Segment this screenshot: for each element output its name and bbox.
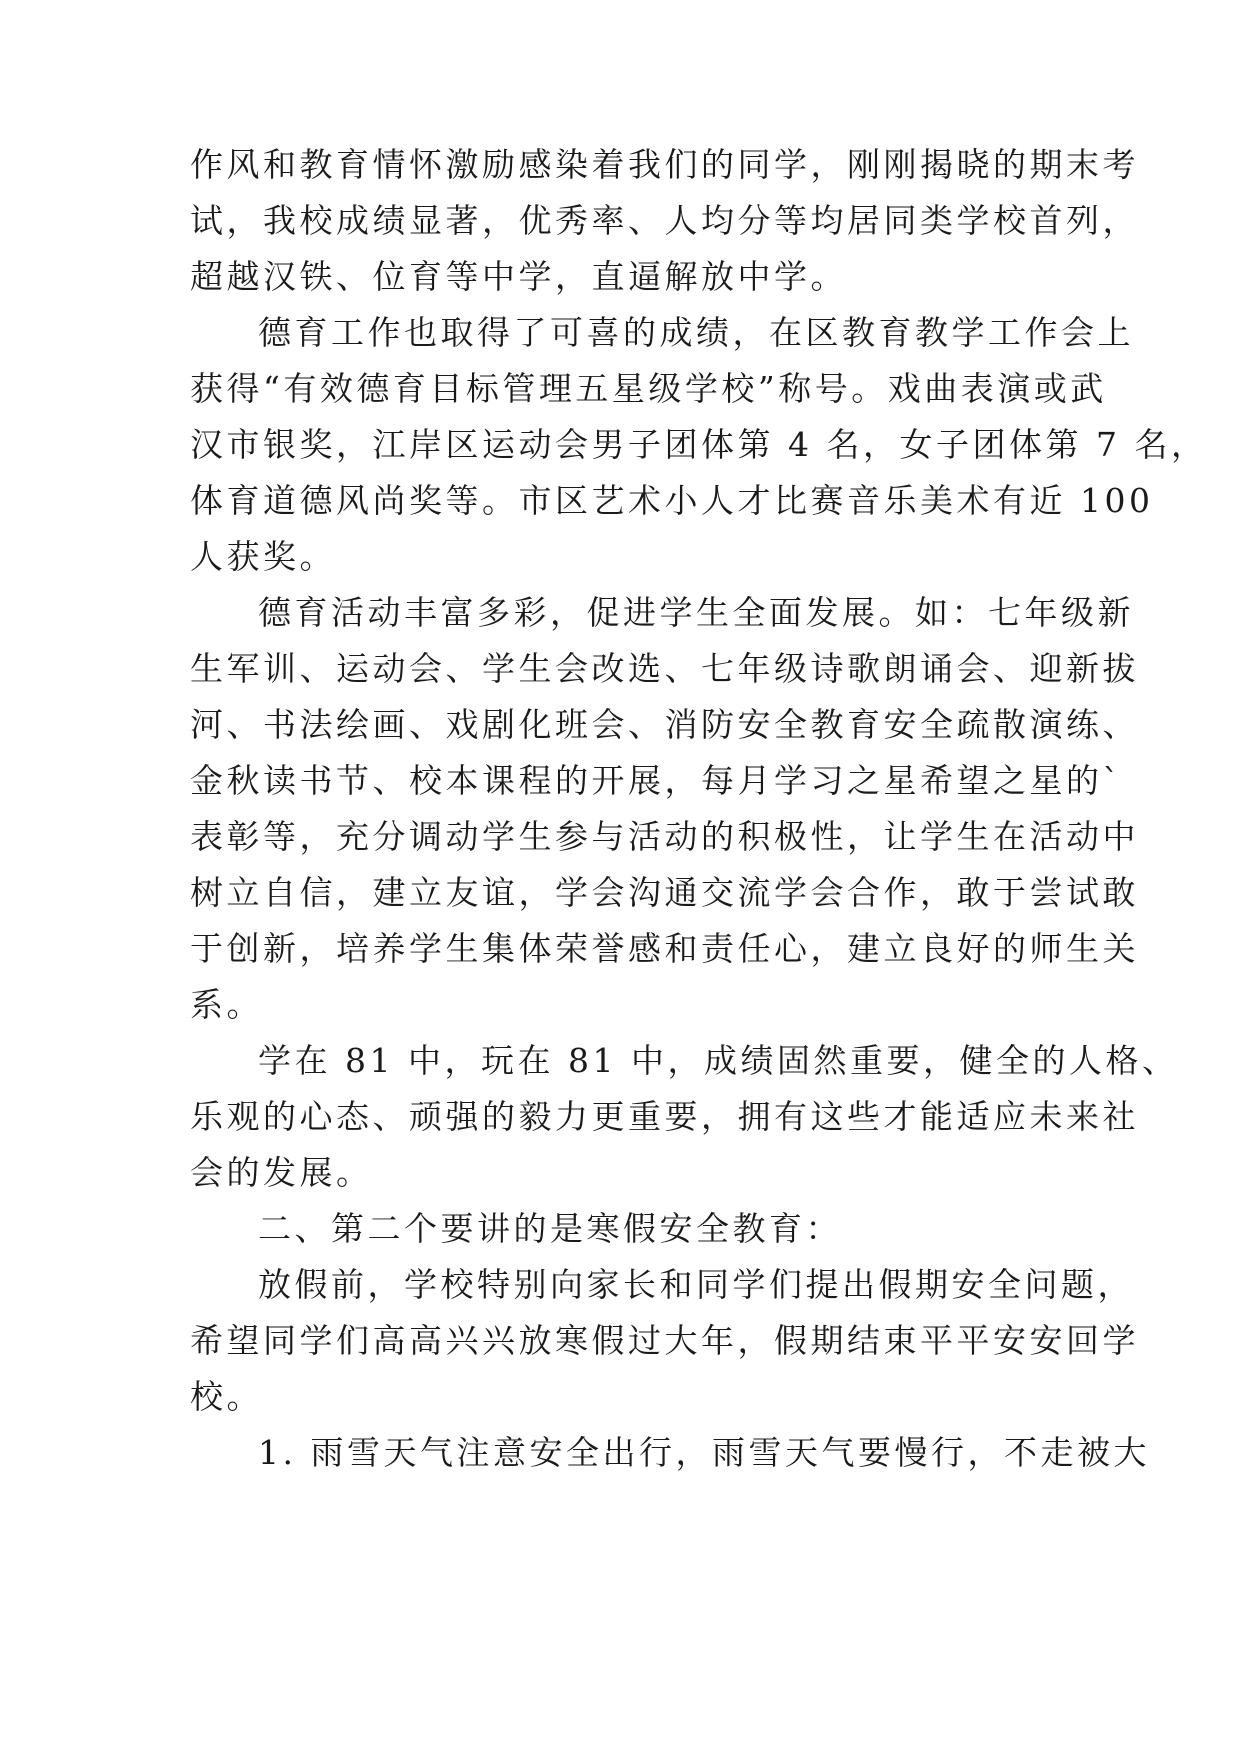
text-line: 校。 (190, 1377, 263, 1416)
text-line: 学在 81 中，玩在 81 中，成绩固然重要，健全的人格、 (258, 1041, 1179, 1080)
section-heading: 二、第二个要讲的是寒假安全教育： (258, 1209, 842, 1248)
text-line: 河、书法绘画、戏剧化班会、消防安全教育安全疏散演练、 (190, 705, 1139, 744)
text-line: 生军训、运动会、学生会改选、七年级诗歌朗诵会、迎新拔 (190, 649, 1139, 688)
text-line: 德育活动丰富多彩，促进学生全面发展。如：七年级新 (258, 593, 1134, 632)
text-line: 体育道德风尚奖等。市区艺术小人才比赛音乐美术有近 100 (190, 481, 1154, 520)
text-line: 作风和教育情怀激励感染着我们的同学，刚刚揭晓的期末考 (190, 145, 1139, 184)
text-line: 试，我校成绩显著，优秀率、人均分等均居同类学校首列， (190, 201, 1139, 240)
list-item-text: 1. 雨雪天气注意安全出行，雨雪天气要慢行，不走被大 (258, 1433, 1150, 1472)
text-line: 树立自信，建立友谊，学会沟通交流学会合作，敢于尝试敢 (190, 873, 1139, 912)
text-line: 汉市银奖，江岸区运动会男子团体第 4 名，女子团体第 7 名， (190, 425, 1208, 464)
text-line: 金秋读书节、校本课程的开展，每月学习之星希望之星的` (190, 761, 1123, 800)
text-line: 乐观的心态、顽强的毅力更重要，拥有这些才能适应未来社 (190, 1097, 1139, 1136)
text-line: 放假前，学校特别向家长和同学们提出假期安全问题， (258, 1265, 1134, 1304)
text-line: 表彰等，充分调动学生参与活动的积极性，让学生在活动中 (190, 817, 1139, 856)
text-line: 系。 (190, 985, 263, 1024)
text-line: 人获奖。 (190, 537, 336, 576)
text-line: 会的发展。 (190, 1153, 373, 1192)
text-line: 超越汉铁、位育等中学，直逼解放中学。 (190, 257, 847, 296)
text-line: 获得“有效德育目标管理五星级学校”称号。戏曲表演或武 (190, 369, 1107, 408)
text-line: 于创新，培养学生集体荣誉感和责任心，建立良好的师生关 (190, 929, 1139, 968)
text-line: 德育工作也取得了可喜的成绩，在区教育教学工作会上 (258, 313, 1134, 352)
text-line: 希望同学们高高兴兴放寒假过大年，假期结束平平安安回学 (190, 1321, 1139, 1360)
